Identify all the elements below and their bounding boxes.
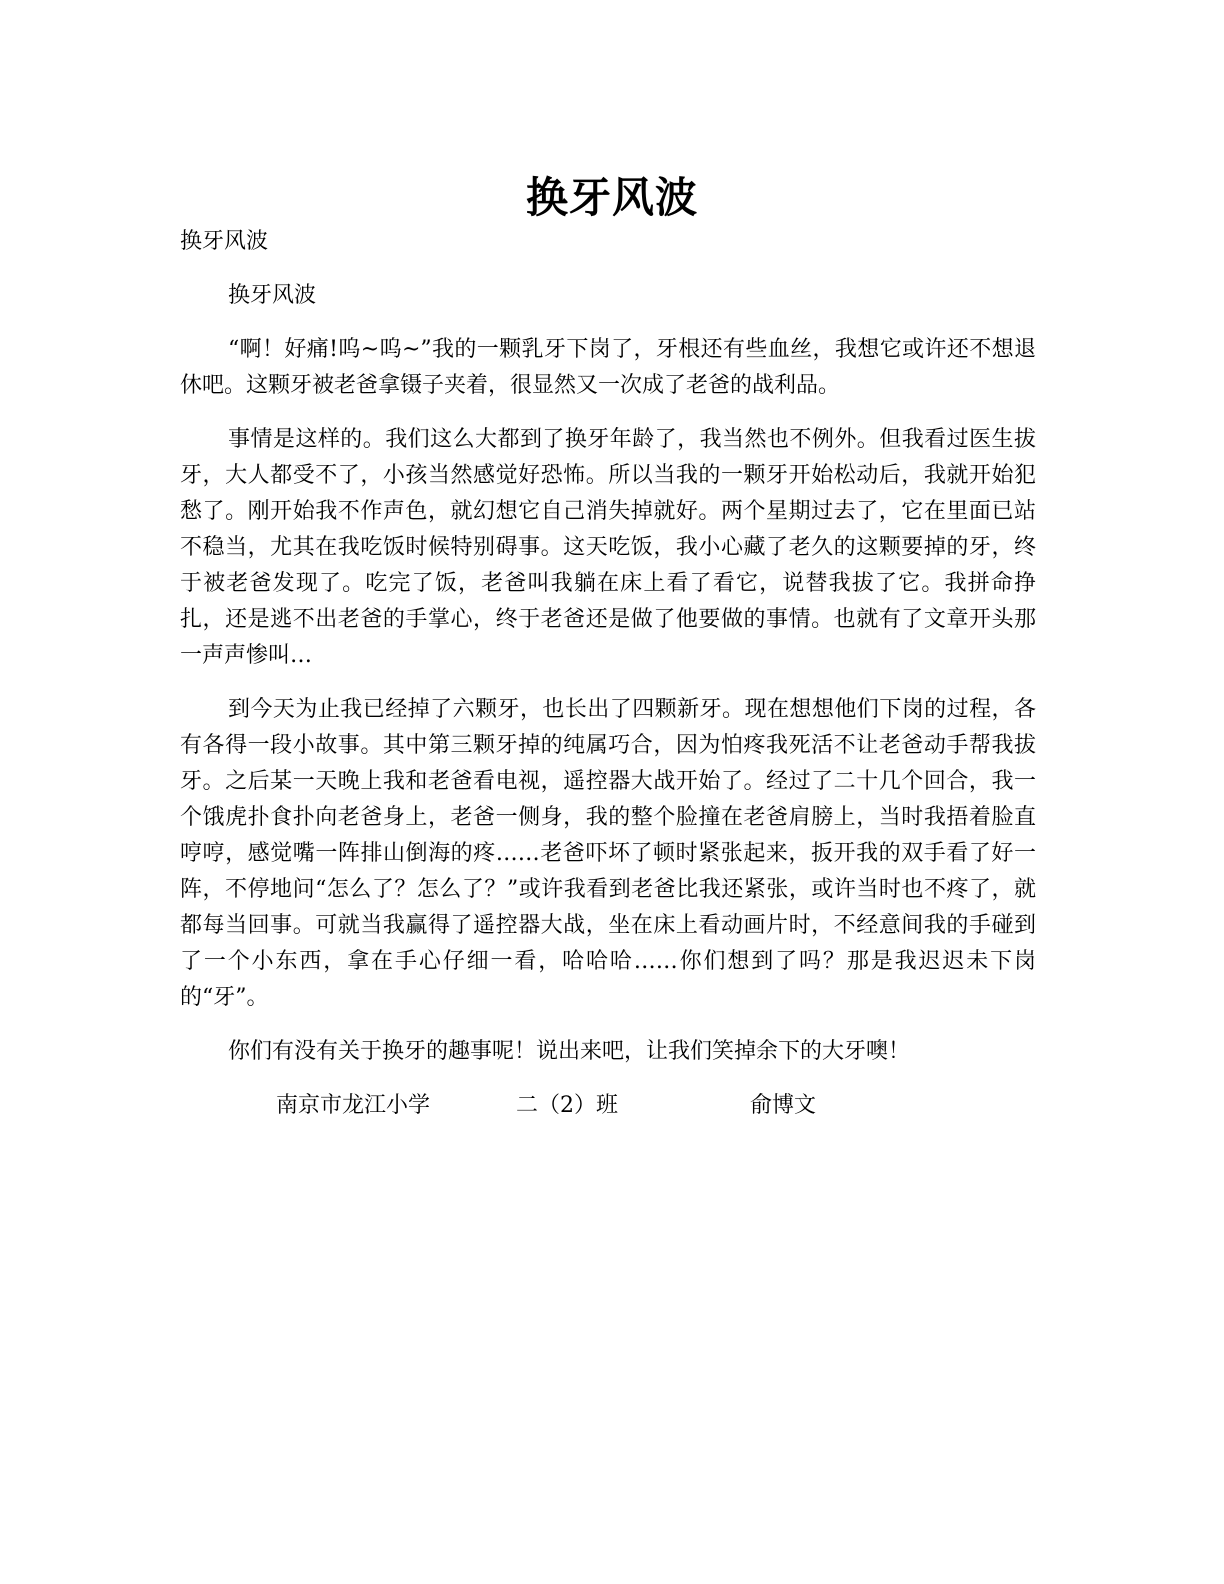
signature-line xyxy=(180,1088,1036,1124)
document-body xyxy=(180,224,1036,1142)
signature-school: 南京市龙江小学 xyxy=(276,1093,431,1118)
signature-class: 二（2）班 xyxy=(516,1093,619,1118)
paragraph-4: 你们有没有关于换牙的趣事呢！说出来吧，让我们笑掉余下的大牙噢！ xyxy=(228,1039,911,1064)
subtitle-indented: 换牙风波 xyxy=(228,283,317,308)
document-title: 换牙风波 xyxy=(525,173,698,223)
signature-author: 俞博文 xyxy=(750,1093,817,1118)
subtitle-plain: 换牙风波 xyxy=(180,229,269,254)
paragraph-3: 到今天为止我已经掉了六颗牙，也长出了四颗新牙。现在想想他们下岗的过程，各有各得一段小故事。其中第三颗牙掉的纯属巧合，因为怕疼我死活不让老爸动手帮我拔牙。之后某一天晚上我和老爸看电视，遥控器大战开始了。经过了二十几个回合，我一个饿虎扑食扑向老爸身上，老爸一侧身，我的整个脸撞在老爸肩膀上，当时我捂着脸直哼哼，感觉嘴一阵排山倒海的疼……老爸吓坏了顿时紧张起来，扳开我的双手看了好一阵，不停地问“怎么了？怎么了？”或许我看到老爸比我还紧张，或许当时也不疼了，就都每当回事。可就当我赢得了遥控器大战，坐在床上看动画片时，不经意间我的手碰到了一个小东西，拿在手心仔细一看，哈哈哈……你们想到了吗？那是我迟迟未下岗的“牙”。 xyxy=(180,697,1036,1010)
paragraph-1: “啊！好痛!呜~呜~”我的一颗乳牙下岗了，牙根还有些血丝，我想它或许还不想退休吧。这颗牙被老爸拿镊子夹着，很显然又一次成了老爸的战利品。 xyxy=(180,337,1036,398)
paragraph-2: 事情是这样的。我们这么大都到了换牙年龄了，我当然也不例外。但我看过医生拔牙，大人都受不了，小孩当然感觉好恐怖。所以当我的一颗牙开始松动后，我就开始犯愁了。刚开始我不作声色，就幻想它自己消失掉就好。两个星期过去了，它在里面已站不稳当，尤其在我吃饭时候特别碍事。这天吃饭，我小心藏了老久的这颗要掉的牙，终于被老爸发现了。吃完了饭，老爸叫我躺在床上看了看它，说替我拔了它。我拼命挣扎，还是逃不出老爸的手掌心，终于老爸还是做了他要做的事情。也就有了文章开头那一声声惨叫… xyxy=(180,427,1036,668)
